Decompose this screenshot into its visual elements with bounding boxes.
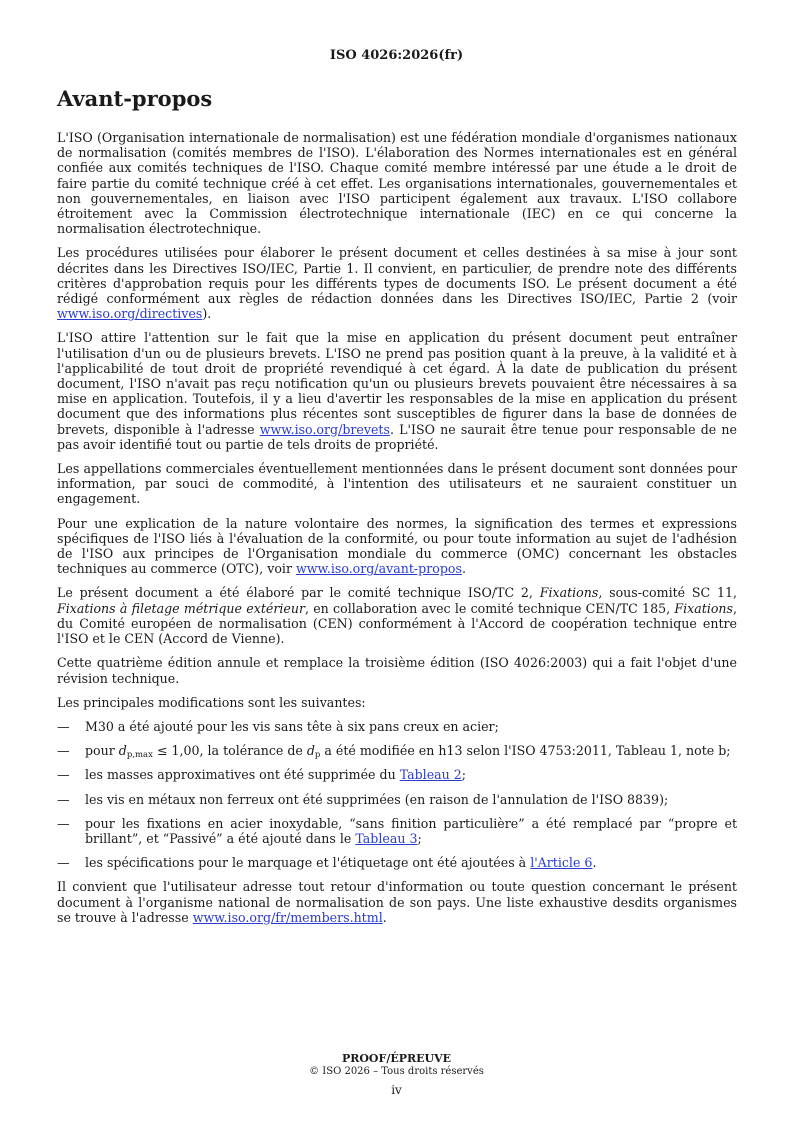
list-item xyxy=(57,743,737,761)
list-item-text: les masses approximatives ont été supprimée du xyxy=(85,767,400,783)
paragraph-text: L'ISO attire l'attention sur le fait que la mise en application du présent document peut entraîner l'utilisation d'un ou de plusieurs brevets. L'ISO ne prend pas position quant à la preuve, à la validité et à l'applicabilité de tout droit de propriété revendiqué à cet égard. À la date de publication du présent document, l'ISO n'avait pas reçu notification qu'un ou plusieurs brevets pouvaient être nécessaires à sa mise en application. Toutefois, il y a lieu d'avertir les responsables de la mise en application du présent document que des informations plus récentes sont susceptibles de figurer dans la base de données de brevets, disponible à l'adresse xyxy=(57,330,737,437)
paragraph-committee xyxy=(57,585,737,646)
symbol-d: d xyxy=(118,743,127,759)
proof-label: PROOF/ÉPREUVE xyxy=(341,1052,452,1065)
link-directives[interactable]: www.iso.org/directives xyxy=(57,306,203,322)
list-item-text: ; xyxy=(461,767,467,783)
paragraph-text: , en collaboration avec le comité technique CEN/TC 185, xyxy=(304,600,675,616)
link-brevets[interactable]: www.iso.org/brevets xyxy=(259,421,390,437)
committee-title: Fixations xyxy=(539,585,599,601)
list-item xyxy=(57,719,737,734)
list-dash: — xyxy=(57,815,70,831)
list-dash: — xyxy=(57,855,70,871)
list-item-text: ≤ 1,00, la tolérance de xyxy=(152,743,307,759)
list-item-text: M30 a été ajouté pour les vis sans tête à six pans creux en acier; xyxy=(85,718,499,734)
link-tableau-2[interactable]: Tableau 2 xyxy=(399,767,462,783)
list-item xyxy=(57,855,737,870)
subcommittee-title: Fixations à filetage métrique extérieur xyxy=(57,600,305,616)
list-dash: — xyxy=(57,718,70,734)
list-dash: — xyxy=(57,767,70,783)
paragraph-text: . xyxy=(382,909,387,925)
list-item-text: ; xyxy=(417,830,422,846)
cen-committee-title: Fixations xyxy=(674,600,733,616)
paragraph-text: Le présent document a été élaboré par le comité technique ISO/TC 2, xyxy=(57,585,540,601)
list-dash: — xyxy=(57,743,70,759)
paragraph-feedback xyxy=(57,879,737,925)
paragraph-changes-intro: Les principales modifications sont les suivantes: xyxy=(57,694,366,710)
paragraph-text: Les procédures utilisées pour élaborer le présent document et celles destinées à sa mise à jour sont décrites dans les Directives ISO/IEC, Partie 1. Il convient, en particulier, de prendre note des différents critères d'approbation requis pour les différents types de documents ISO. Le présent document a été rédigé conformément aux règles de rédaction données dans les Directives ISO/IEC, Partie 2 (voir xyxy=(57,245,737,307)
changes-list xyxy=(57,719,737,870)
paragraph-voluntary-nature xyxy=(57,516,737,577)
paragraph-text: , sous-comité SC 11, xyxy=(598,585,737,601)
list-item xyxy=(57,816,737,846)
list-item xyxy=(57,792,737,807)
paragraph-text: ). xyxy=(202,306,212,322)
paragraph-text: . L'ISO ne saurait être tenue pour responsable de ne pas avoir identifié tout ou partie de tels droits de propriété. xyxy=(57,421,737,452)
paragraph-text: Pour une explication de la nature volontaire des normes, la signification des termes et expressions spécifiques de l'ISO liés à l'évaluation de la conformité, ou pour toute information au sujet de l'adhésion de l'ISO aux principes de l'Organisation mondiale du commerce (OMC) concernant les obstacles techniques au commerce (OTC), voir xyxy=(57,515,737,577)
paragraph-procedures xyxy=(57,245,737,321)
document-body xyxy=(57,130,737,934)
page-title: Avant-propos xyxy=(57,86,213,111)
list-item-text: les spécifications pour le marquage et l'étiquetage ont été ajoutées à xyxy=(85,855,531,871)
subscript-pmax: p,max xyxy=(126,750,153,761)
paragraph-patents xyxy=(57,330,737,452)
link-tableau-3[interactable]: Tableau 3 xyxy=(355,830,418,846)
paragraph-iso-intro: L'ISO (Organisation internationale de normalisation) est une fédération mondiale d'organismes nationaux de normalisation (comités membres de l'ISO). L'élaboration des Normes internationales est en général confiée aux comités techniques de l'ISO. Chaque comité membre intéressé par une étude a le droit de faire partie du comité technique créé à cet effet. Les organisations internationales, gouvernementales et non gouvernementales, en liaison avec l'ISO participent également aux travaux. L'ISO collabore étroitement avec la Commission électrotechnique internationale (IEC) en ce qui concerne la normalisation électrotechnique. xyxy=(57,130,737,237)
copyright-notice: © ISO 2026 – Tous droits réservés xyxy=(309,1066,484,1077)
link-members[interactable]: www.iso.org/fr/members.html xyxy=(192,909,383,925)
paragraph-trade-names: Les appellations commerciales éventuellement mentionnées dans le présent document sont données pour information, par souci de commodité, à l'intention des utilisateurs et ne sauraient constituer un engagement. xyxy=(57,461,737,507)
page-number: iv xyxy=(391,1083,402,1097)
subscript-p: p xyxy=(314,750,321,761)
list-item xyxy=(57,767,737,782)
document-header: ISO 4026:2026(fr) xyxy=(329,48,464,63)
link-avant-propos[interactable]: www.iso.org/avant-propos xyxy=(295,561,462,577)
list-item-text: pour xyxy=(85,743,119,759)
list-item-text: les vis en métaux non ferreux ont été supprimées (en raison de l'annulation de l'ISO 8839); xyxy=(85,791,669,807)
paragraph-edition: Cette quatrième édition annule et remplace la troisième édition (ISO 4026:2003) qui a fait l'objet d'une révision technique. xyxy=(57,655,737,686)
link-article-6[interactable]: l'Article 6 xyxy=(530,855,593,871)
list-item-text: a été modifiée en h13 selon l'ISO 4753:2011, Tableau 1, note b; xyxy=(320,743,731,759)
paragraph-text: . xyxy=(461,561,466,577)
paragraph-text: , du Comité européen de normalisation (CEN) conformément à l'Accord de coopération technique entre l'ISO et le CEN (Accord de Vienne). xyxy=(57,600,738,647)
list-dash: — xyxy=(57,791,70,807)
paragraph-text: Il convient que l'utilisateur adresse tout retour d'information ou toute question concernant le présent document à l'organisme national de normalisation de son pays. Une liste exhaustive desdits organismes se trouve à l'adresse xyxy=(57,879,737,925)
list-item-text: pour les fixations en acier inoxydable, “sans finition particulière” a été remplacé par “propre et brillant”, et “Passivé” a été ajouté dans le xyxy=(85,815,737,846)
list-item-text: . xyxy=(592,855,597,871)
symbol-d: d xyxy=(306,743,315,759)
document-footer xyxy=(0,1052,793,1097)
